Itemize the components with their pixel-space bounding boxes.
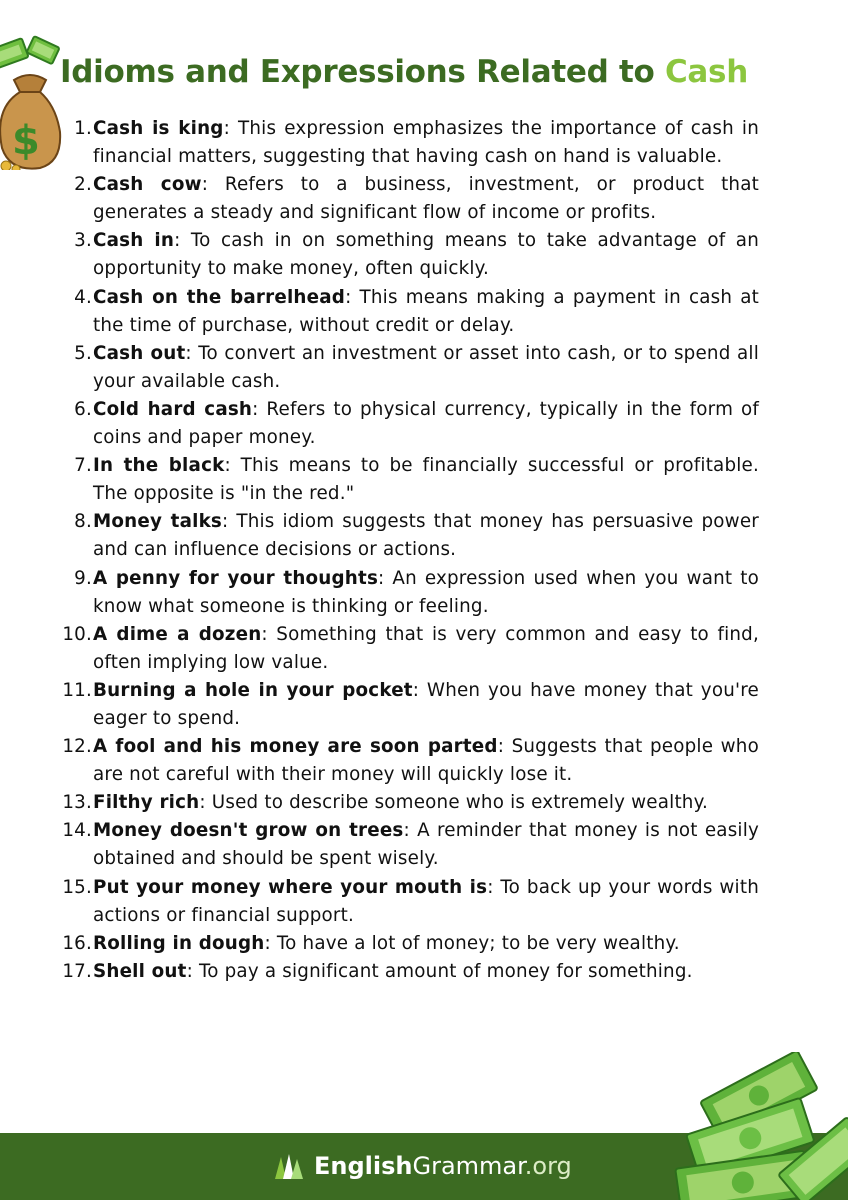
idiom-definition: : To have a lot of money; to be very wealthy. [264,932,680,954]
idiom-definition: : Refers to physical currency, typically in the form of coins and paper money. [93,398,759,449]
idiom-definition: : When you have money that you're eager to spend. [93,679,759,729]
page-title [60,50,830,94]
idiom-term: Cash in [93,230,175,252]
idiom-list [62,115,759,986]
idiom-definition: : Refers to a business, investment, or product that generates a steady and significant flow of income or profits. [93,174,759,224]
item-number: 6. [74,398,92,420]
brand-english: English [314,1152,413,1180]
list-item [62,621,759,677]
idiom-definition: : This expression emphasizes the importance of cash in financial matters, suggesting that having cash on hand is valuable. [93,118,759,168]
idiom-definition: : To back up your words with actions or financial support. [93,876,759,926]
list-item [62,115,759,171]
item-number: 12. [62,736,92,758]
list-item [62,452,759,508]
idiom-term: Cold hard cash [93,398,253,420]
list-item [62,340,759,396]
item-number: 17. [62,960,92,982]
item-number: 15. [62,876,92,898]
idiom-term: Cash is king [93,118,224,139]
idiom-term: Shell out [93,960,187,982]
list-item [62,396,759,452]
idiom-definition: : To convert an investment or asset into cash, or to spend all your available cash. [93,342,759,392]
idiom-term: Burning a hole in your pocket [93,679,413,701]
list-item [62,677,759,733]
idiom-definition: : This idiom suggests that money has persuasive power and can influence decisions or actions. [93,511,759,561]
idiom-definition: : Something that is very common and easy to find, often implying low value. [93,623,759,673]
title-accent: Cash [664,54,748,90]
idiom-term: A fool and his money are soon parted [93,736,498,758]
idiom-term: Cash out [93,342,186,364]
idiom-term: Cash cow [93,174,202,196]
item-number: 7. [74,455,92,477]
item-number: 1. [74,118,92,139]
idiom-term: Put your money where your mouth is [93,876,488,898]
idiom-definition: : This means to be financially successful or profitable. The opposite is "in the red." [93,455,760,505]
list-item [62,817,759,873]
list-item [62,789,759,817]
item-number: 11. [62,679,92,701]
logo-icon [272,1149,306,1183]
list-item [62,874,759,930]
list-item [62,930,759,958]
cash-stack-icon [668,1052,848,1200]
idiom-term: In the black [93,455,225,477]
money-bag-icon [0,20,62,170]
brand-grammar: Grammar [412,1152,525,1180]
item-number: 8. [74,511,92,533]
item-number: 13. [62,792,92,814]
list-item [62,227,759,283]
idiom-term: Money doesn't grow on trees [93,820,404,842]
item-number: 16. [62,932,92,954]
idiom-definition: : Suggests that people who are not careful with their money will quickly lose it. [93,736,759,786]
idiom-definition: : To cash in on something means to take advantage of an opportunity to make money, often quickly. [93,230,759,280]
item-number: 9. [74,567,92,589]
list-item [62,508,759,564]
list-item [62,284,759,340]
idiom-term: A penny for your thoughts [93,567,379,589]
item-number: 5. [74,342,92,364]
item-number: 14. [62,820,92,842]
item-number: 3. [74,230,92,252]
idiom-definition: : An expression used when you want to know what someone is thinking or feeling. [93,567,759,617]
idiom-definition: : A reminder that money is not easily obtained and should be spent wisely. [93,820,759,870]
list-item [62,171,759,227]
list-item [62,958,759,986]
item-number: 10. [62,623,92,645]
list-item [62,733,759,789]
idiom-term: A dime a dozen [93,623,262,645]
idiom-definition: : To pay a significant amount of money for something. [186,960,693,982]
title-main: Idioms and Expressions Related to [60,54,665,90]
item-number: 2. [74,174,92,196]
idiom-definition: : This means making a payment in cash at the time of purchase, without credit or delay. [93,286,760,336]
brand-logo[interactable] [272,1143,572,1189]
svg-text:$: $ [12,118,40,164]
idiom-term: Money talks [93,511,223,533]
idiom-term: Cash on the barrelhead [93,286,346,308]
list-item [62,565,759,621]
idiom-term: Filthy rich [93,792,200,814]
idiom-definition: : Used to describe someone who is extremely wealthy. [199,792,709,814]
brand-domain: .org [524,1152,572,1180]
idiom-term: Rolling in dough [93,932,265,954]
item-number: 4. [74,286,92,308]
